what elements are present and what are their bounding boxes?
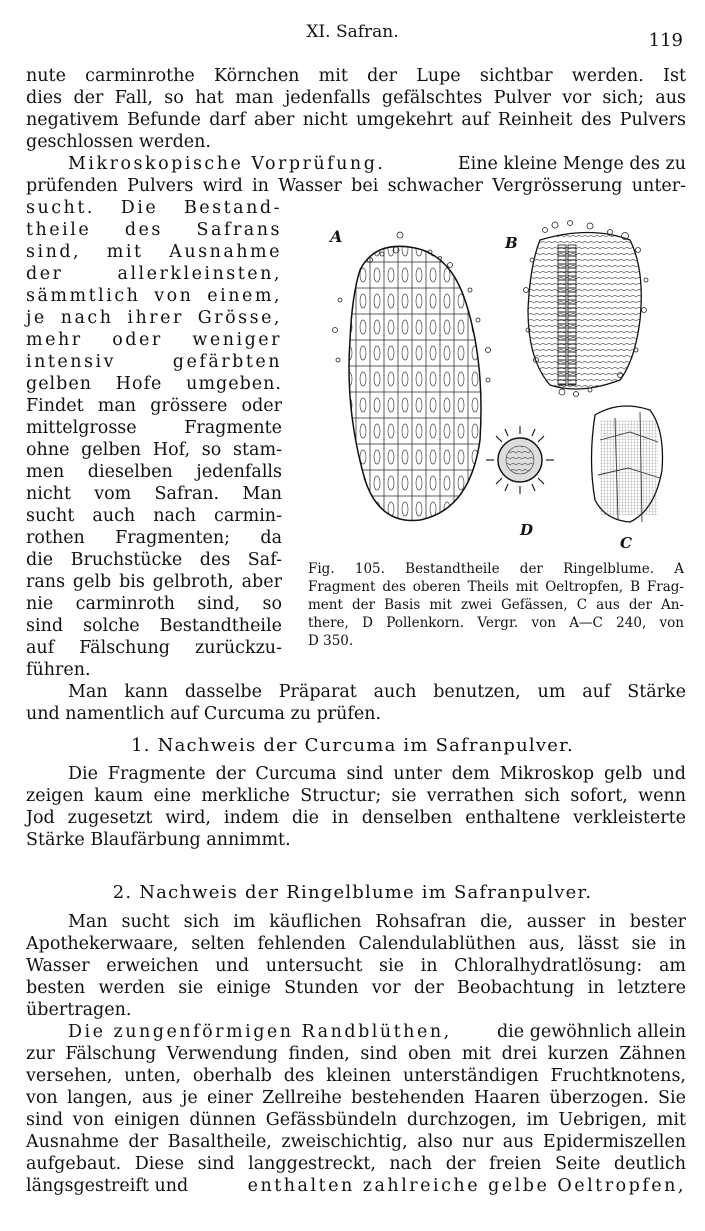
spaced-emphasis: Die zungenförmigen Randblüthen, (68, 1022, 452, 1042)
text-line: sind von einigen dünnen Gefässbündeln durchzogen, im Uebrigen, mit (26, 1110, 686, 1130)
text-line: die Bruchstücke des Saf- (26, 550, 282, 570)
text-line (26, 1175, 686, 1197)
spaced-heading: Mikroskopische Vorprüfung. (68, 154, 386, 174)
caption-line: Fig. 105. Bestandtheile der Ringelblume. A (308, 561, 684, 577)
text-line: nute carminrothe Körnchen mit der Lupe sichtbar werden. Ist (26, 66, 686, 86)
text-line: Stärke Blaufärbung annimmt. (26, 830, 291, 850)
text-line: prüfenden Pulvers wird in Wasser bei schwacher Vergrösserung unter- (26, 176, 686, 196)
text-fragment: längsgestreift und (26, 1176, 189, 1196)
text-line: aufgebaut. Diese sind langgestreckt, nach der freien Seite deutlich (26, 1154, 686, 1174)
page-number: 119 (648, 30, 683, 51)
spaced-emphasis: enthalten zahlreiche gelbe Oeltropfen, (247, 1176, 686, 1196)
text-line: nicht vom Safran. Man (26, 484, 282, 504)
text-line: Man kann dasselbe Präparat auch benutzen, um auf Stärke (68, 682, 686, 702)
text-line: nie carminroth sind, so (26, 594, 282, 614)
text-line (68, 1021, 686, 1043)
text-line: führen. (26, 660, 91, 680)
fragment-b-drawing (524, 221, 649, 397)
calendula-illustration (300, 210, 695, 550)
text-line: je nach ihrer Grösse, (26, 308, 282, 328)
section-heading-curcuma: 1. Nachweis der Curcuma im Safranpulver. (131, 735, 574, 756)
text-line: rothen Fragmenten; da (26, 528, 282, 548)
text-line: rans gelb bis gelbroth, aber (26, 572, 282, 592)
text-line: zeigen kaum eine merkliche Structur; sie verrathen sich sofort, wenn (26, 786, 686, 806)
text-line: mittelgrosse Fragmente (26, 418, 282, 438)
text-line: sind, mit Ausnahme (26, 242, 282, 262)
fragment-a-drawing (333, 232, 491, 521)
caption-line: Fragment des oberen Theils mit Oeltropfen, B Frag- (308, 579, 684, 595)
text-line (68, 153, 686, 175)
running-header: XI. Safran. (306, 22, 399, 42)
text-line: versehen, unten, oberhalb des kleinen unterständigen Fruchtknotens, (26, 1066, 686, 1086)
pollen-d-drawing (486, 426, 554, 494)
text-line: Jod zugesetzt wird, indem die in denselben enthaltene verkleisterte (26, 808, 686, 828)
caption-line: ment der Basis mit zwei Gefässen, C aus der An- (308, 597, 684, 613)
figure-105 (300, 210, 695, 550)
figure-label-b: B (505, 234, 518, 252)
text-line: Die Fragmente der Curcuma sind unter dem Mikroskop gelb und (68, 764, 686, 784)
text-line: gelben Hofe umgeben. (26, 374, 282, 394)
text-line: negativem Befunde darf aber nicht umgekehrt auf Reinheit des Pulvers (26, 110, 686, 130)
anther-c-drawing (592, 406, 663, 522)
text-line: von langen, aus je einer Zellreihe bestehenden Haaren überzogen. Sie (26, 1088, 686, 1108)
section-heading-ringelblume: 2. Nachweis der Ringelblume im Safranpulver. (112, 882, 593, 903)
text-line: zur Fälschung Verwendung finden, sind oben mit drei kurzen Zähnen (26, 1044, 686, 1064)
text-line: men dieselben jedenfalls (26, 462, 282, 482)
text-line: besten werden sie einige Stunden vor der Beobachtung in letztere (26, 978, 686, 998)
text-line: ohne gelben Hof, so stam- (26, 440, 282, 460)
text-line: intensiv gefärbten (26, 352, 282, 372)
figure-label-c: C (620, 534, 632, 550)
text-line: der allerkleinsten, (26, 264, 282, 284)
text-line: dies der Fall, so hat man jedenfalls gefälschtes Pulver vor sich; aus (26, 88, 686, 108)
text-line: Ausnahme der Basaltheile, zweischichtig, also nur aus Epidermiszellen (26, 1132, 686, 1152)
text-line: sucht auch nach carmin- (26, 506, 282, 526)
text-line: Findet man grössere oder (26, 396, 282, 416)
text-line: Wasser erweichen und untersucht sie in Chloralhydratlösung: am (26, 956, 686, 976)
text-line: auf Fälschung zurückzu- (26, 638, 282, 658)
text-line: Apothekerwaare, selten fehlenden Calendulablüthen aus, lässt sie in (26, 934, 686, 954)
text-fragment: Eine kleine Menge des zu (457, 154, 686, 174)
figure-label-a: A (330, 227, 343, 246)
text-fragment: die gewöhnlich allein (496, 1022, 686, 1042)
text-line: geschlossen werden. (26, 132, 211, 152)
caption-line: D 350. (308, 633, 354, 649)
text-line: sucht. Die Bestand- (26, 198, 282, 218)
figure-caption (308, 561, 684, 651)
caption-line: there, D Pollenkorn. Vergr. von A—C 240, von (308, 615, 684, 631)
text-line: Man sucht sich im käuflichen Rohsafran die, ausser in bester (68, 912, 686, 932)
text-line: mehr oder weniger (26, 330, 282, 350)
text-line: übertragen. (26, 1000, 132, 1020)
text-line: sind solche Bestandtheile (26, 616, 282, 636)
text-line: sämmtlich von einem, (26, 286, 282, 306)
text-line: theile des Safrans (26, 220, 282, 240)
text-line: und namentlich auf Curcuma zu prüfen. (26, 704, 382, 724)
figure-label-d: D (520, 521, 534, 539)
